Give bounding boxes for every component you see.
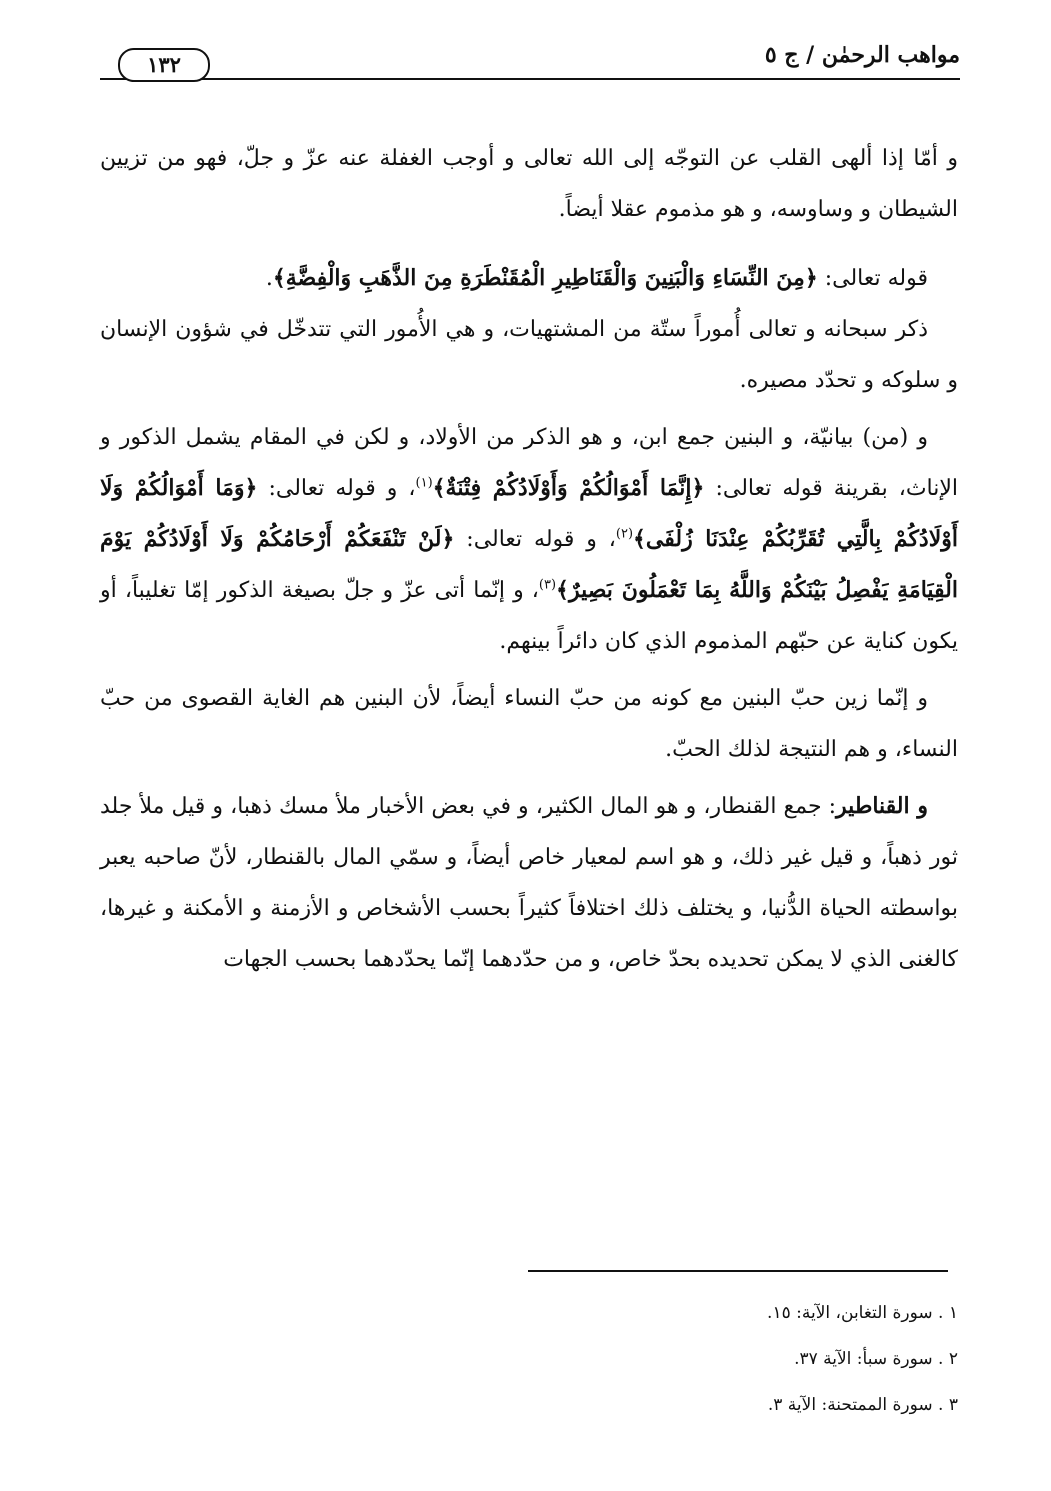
book-title: مواهب الرحمٰن / ج ٥ xyxy=(764,42,960,68)
paragraph-1: و أمّا إذا ألهى القلب عن التوجّه إلى الله تعالى و أوجب الغفلة عنه عزّ و جلّ، فهو من تزيين الشيطان و وساوسه، و هو مذموم عقلا أيضاً. xyxy=(100,146,958,222)
footnote-ref-1: (١) xyxy=(415,475,433,491)
paragraph-4 xyxy=(100,412,958,667)
paragraph-4-text-a: و (من) بيانيّة، و البنين جمع ابن، و هو الذكر من الأولاد، و لكن في المقام يشمل الذكور و الإناث، بقرينة قوله تعالى: xyxy=(100,425,959,501)
quran-verse: ﴿وَمَا أَمْوَالُكُمْ وَلَا أَوْلَادُكُمْ بِالَّتِي تُقَرِّبُكُمْ عِنْدَنَا زُلْفَى﴾ xyxy=(100,475,959,552)
footnote-2: ٢ . سورة سبأ: الآية ٣٧. xyxy=(794,1349,958,1369)
footnote-ref-3: (٣) xyxy=(538,577,557,593)
defined-term: و القناطير xyxy=(836,793,928,819)
footnote-ref-2: (٢) xyxy=(615,526,634,542)
page-header xyxy=(100,38,960,88)
paragraph-2 xyxy=(100,253,958,304)
paragraph-4-text-d: ، و إنّما أتى عزّ و جلّ بصيغة الذكور إمّا تغليباً، أو يكون كناية عن حبّهم المذموم الذي كان دائراً بينهم. xyxy=(100,578,958,654)
header-divider xyxy=(100,78,960,80)
body-text xyxy=(100,133,958,985)
quran-verse: ﴿لَنْ تَنْفَعَكُمْ أَرْحَامُكُمْ وَلَا أَوْلَادُكُمْ يَوْمَ الْقِيَامَةِ يَفْصِلُ بَيْنَكُمْ وَاللَّهُ بِمَا تَعْمَلُونَ بَصِيرٌ﴾ xyxy=(100,526,958,603)
paragraph-6-text: : جمع القنطار، و هو المال الكثير، و في بعض الأخبار ملأ مسك ذهبا، و قيل ملأ جلد ثور ذهباً، و قيل غير ذلك، و هو اسم لمعيار خاص أيضاً، و سمّي المال بالقنطار، لأنّ صاحبه يعبر بواسطته الحياة الدُّنيا، و يختلف ذلك اختلافاً كثيراً بحسب الأشخاص و الأزمنة و الأمكنة و غيرها، كالغنى الذي لا يمكن تحديده بحدّ خاص، و من حدّدهما إنّما يحدّدهما بحسب الجهات xyxy=(100,794,959,972)
footnote-1: ١ . سورة التغابن، الآية: ١٥. xyxy=(767,1303,958,1323)
quran-verse: ﴿إِنَّمَا أَمْوَالُكُمْ وَأَوْلَادُكُمْ فِتْنَةٌ﴾ xyxy=(432,475,705,501)
paragraph-4-text-b: ، و قوله تعالى: xyxy=(257,476,416,501)
page-number: ١٣٢ xyxy=(118,48,210,82)
paragraph-4-text-c: ، و قوله تعالى: xyxy=(454,527,616,552)
paragraph-5: و إنّما زين حبّ البنين مع كونه من حبّ النساء أيضاً، لأن البنين هم الغاية القصوى من حبّ النساء، و هم النتيجة لذلك الحبّ. xyxy=(100,686,958,762)
paragraph-3: ذكر سبحانه و تعالى أُموراً ستّة من المشتهيات، و هي الأُمور التي تتدخّل في شؤون الإنسان و سلوكه و تحدّد مصيره. xyxy=(100,317,958,393)
footnote-3: ٣ . سورة الممتحنة: الآية ٣. xyxy=(767,1395,958,1415)
footnote-divider xyxy=(528,1270,948,1272)
paragraph-2-end: . xyxy=(265,266,273,291)
footnotes xyxy=(100,1298,958,1436)
paragraph-6 xyxy=(100,781,958,985)
paragraph-2-intro: قوله تعالى: xyxy=(817,266,928,291)
quran-verse: ﴿مِنَ النِّسَاءِ وَالْبَنِينَ وَالْقَنَاطِيرِ الْمُقَنْطَرَةِ مِنَ الذَّهَبِ وَالْفِضَّةِ﴾ xyxy=(272,265,818,291)
